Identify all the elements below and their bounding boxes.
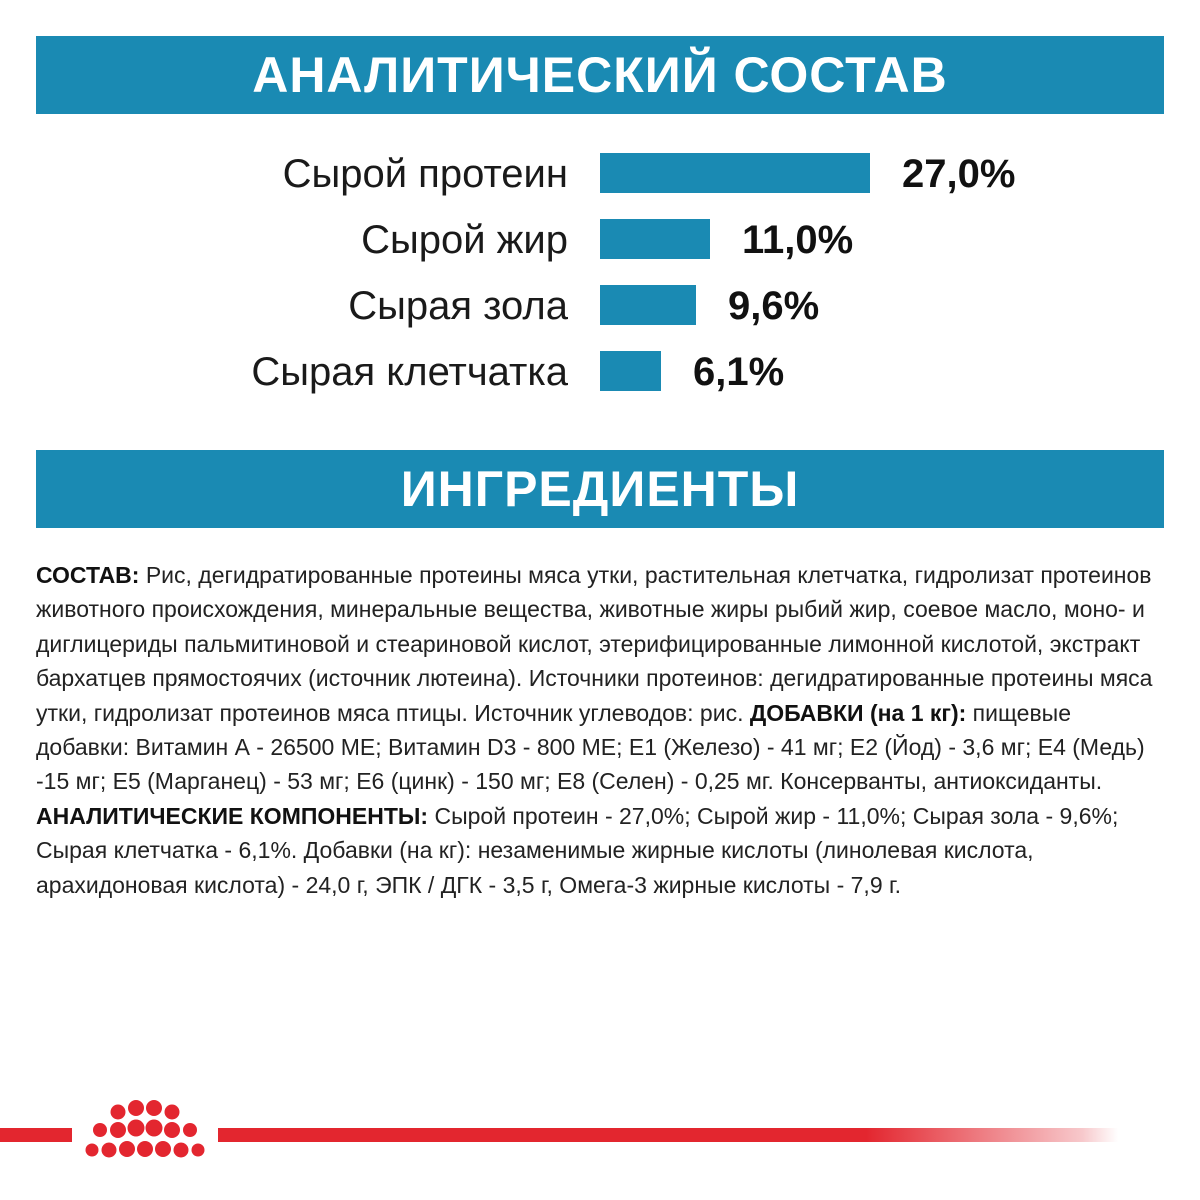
category-label: Сырой протеин — [282, 152, 568, 196]
analytical-components-label: АНАЛИТИЧЕСКИЕ КОМПОНЕНТЫ: — [36, 802, 429, 829]
category-label: Сырая зола — [348, 284, 568, 328]
bar — [600, 285, 696, 325]
ingredients-text-block — [36, 558, 1166, 902]
bar — [600, 351, 661, 391]
value-label: 6,1% — [693, 350, 785, 394]
ingredients-header-title: ИНГРЕДИЕНТЫ — [400, 461, 800, 517]
value-label: 27,0% — [902, 152, 1016, 196]
category-label: Сырая клетчатка — [251, 350, 568, 394]
sostav-label: СОСТАВ: — [36, 562, 140, 588]
value-label: 11,0% — [742, 218, 854, 262]
bar — [600, 153, 870, 193]
additives-label: ДОБАВКИ (на 1 кг): — [749, 699, 967, 726]
crown-icon — [78, 1098, 210, 1170]
sostav-text: Рис, дегидратированные протеины мяса утки, растительная клетчатка, гидролизат протеинов животного происхождения, минеральные вещества, животные жиры рыбий жир, соевое масло, моно- и диглицериды пальмитиновой и стеариновой кислот, этерифицированные лимонной кислотой, экстракт бархатцев прямостоячих (источник лютеина). Источники протеинов: дегидратированные протеины мяса утки, гидролизат протеинов мяса птицы. Источник углеводов: рис. — [36, 562, 1153, 726]
analytical-header-title: АНАЛИТИЧЕСКИЙ СОСТАВ — [252, 47, 948, 103]
additives-text: пищевые добавки: Витамин А - 26500 МЕ; Витамин D3 - 800 МЕ; Е1 (Железо) - 41 мг; Е2 (Йод) - 3,6 мг; Е4 (Медь) -15 мг; Е5 (Марганец) - 53 мг; Е6 (цинк) - 150 мг; Е8 (Селен) - 0,25 мг. Консерванты, антиоксиданты. — [36, 699, 1145, 795]
bar — [600, 219, 710, 259]
analytical-header-banner — [36, 36, 1164, 114]
value-label: 9,6% — [728, 284, 820, 328]
composition-bar-chart — [0, 140, 1200, 410]
ingredients-header-banner — [36, 450, 1164, 528]
footer-red-line-left — [0, 1128, 72, 1142]
footer-red-line-right — [218, 1128, 1118, 1142]
category-label: Сырой жир — [361, 218, 568, 262]
analytical-components-text: Сырой протеин - 27,0%; Сырой жир - 11,0%; Сырая зола - 9,6%; Сырая клетчатка - 6,1%. Добавки (на кг): незаменимые жирные кислоты (линолевая кислота, арахидоновая кислота) - 24,0 г, ЭПК / ДГК - 3,5 г, Омега-3 жирные кислоты - 7,9 г. — [36, 802, 1119, 898]
